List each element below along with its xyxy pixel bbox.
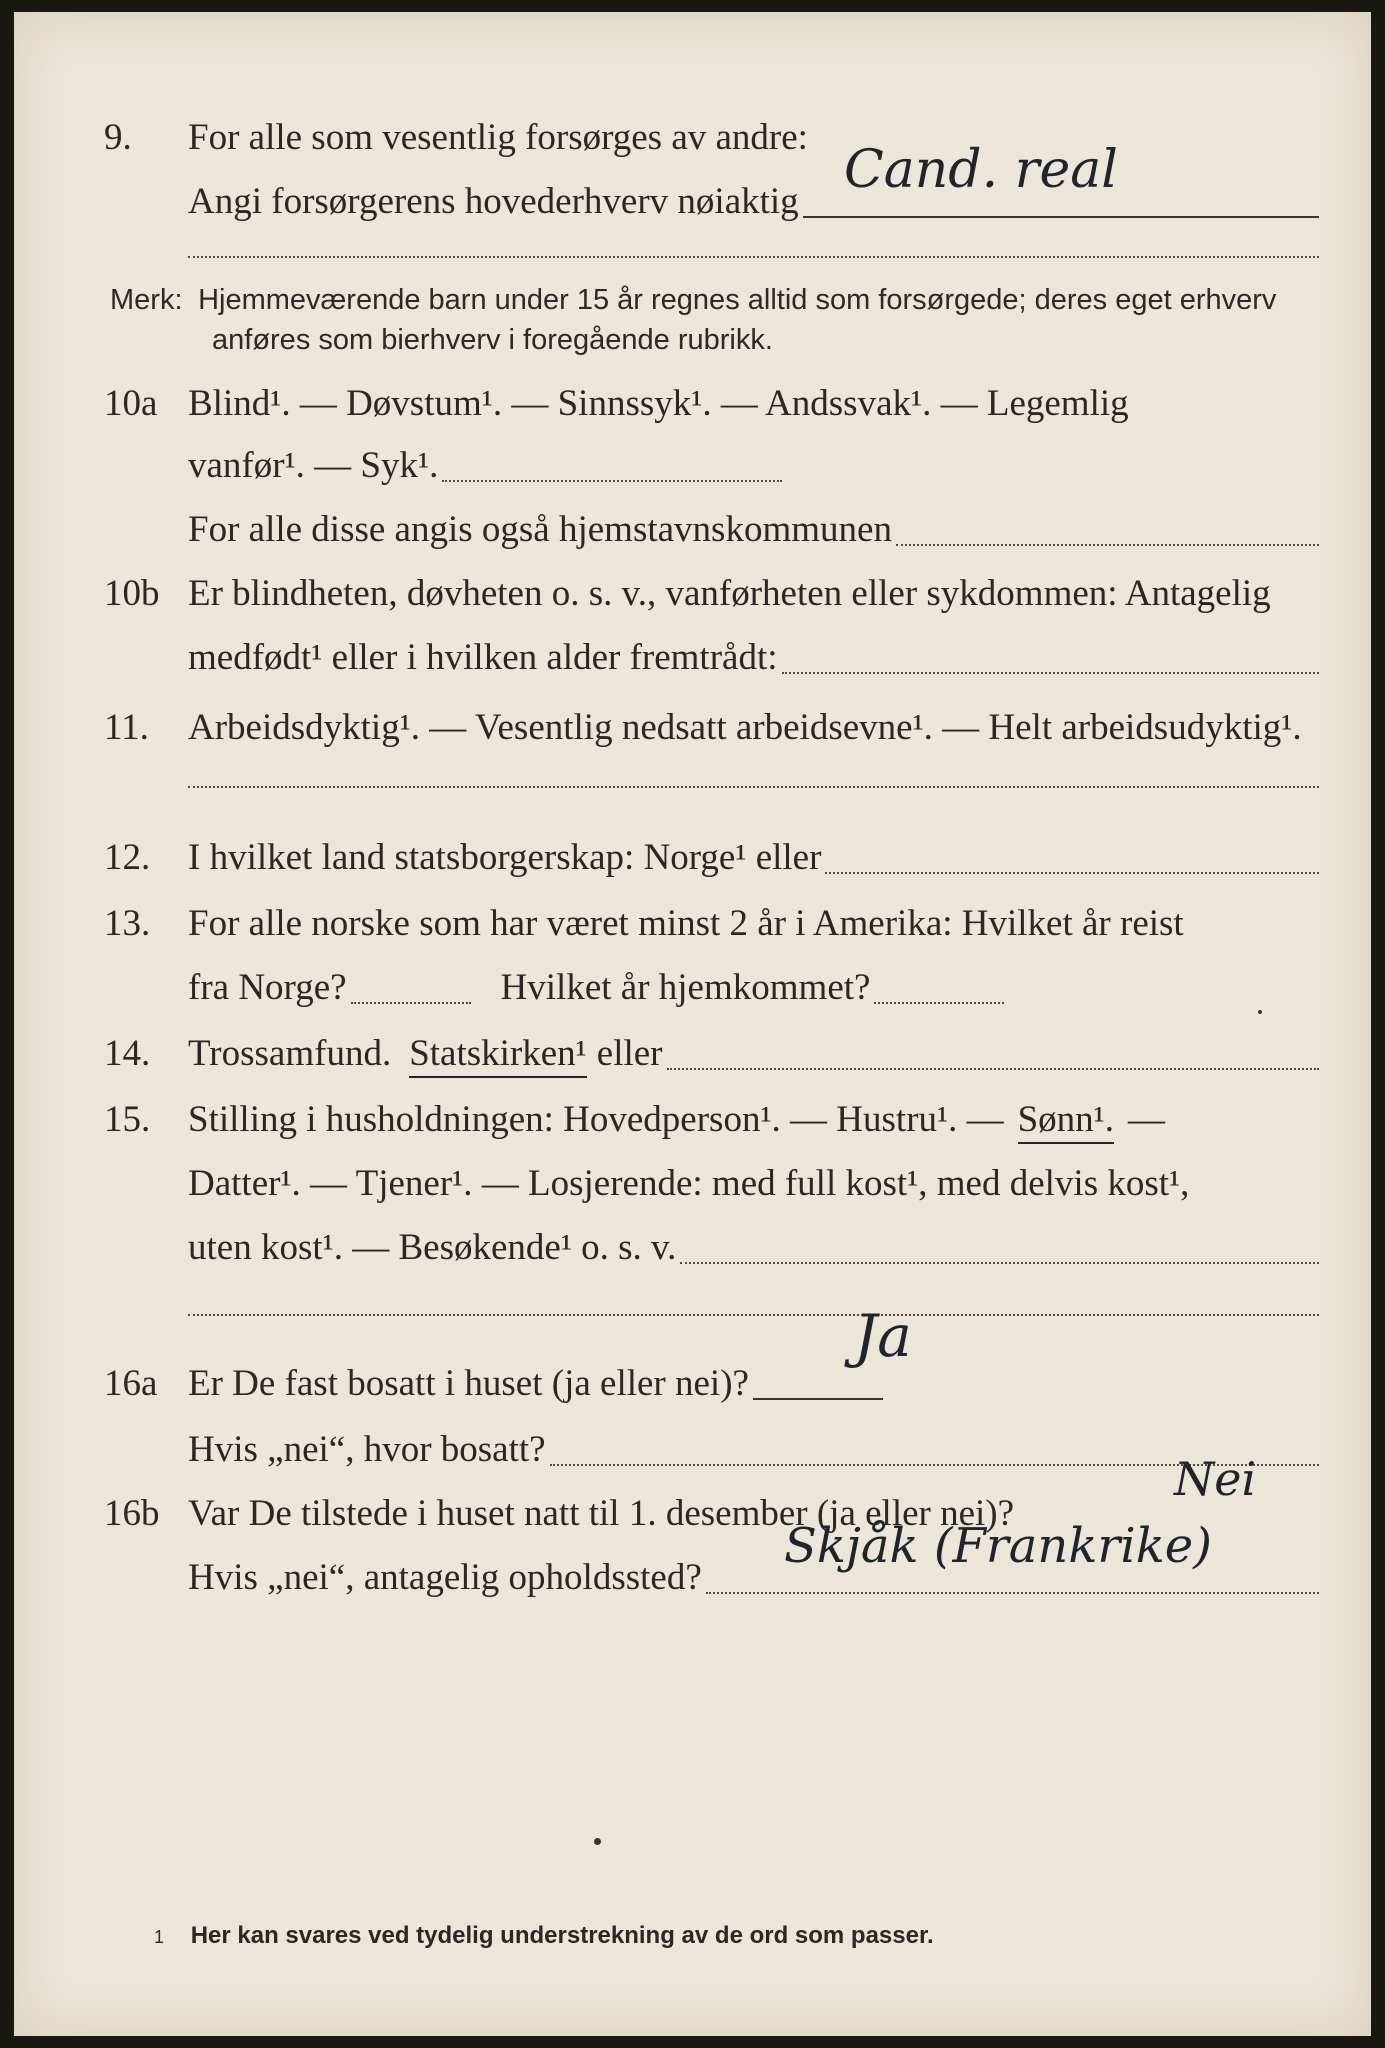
q10b-answer-line	[782, 670, 1319, 674]
q11-line-1: Arbeidsdyktig¹. — Vesentlig nedsatt arbeidsevne¹. — Helt arbeidsudyktig¹.	[188, 707, 1302, 748]
q12-line-1: I hvilket land statsborgerskap: Norge¹ eller	[188, 837, 822, 878]
q13-line-1: For alle norske som har været minst 2 år i Amerika: Hvilket år reist	[188, 903, 1184, 944]
q9-line-1: For alle som vesentlig forsørges av andre:	[188, 117, 808, 158]
footnote-mark: 1	[154, 1927, 165, 1947]
ink-dot	[594, 1838, 601, 1845]
merk-line-2: anføres som bierhverv i foregående rubrikk.	[212, 324, 773, 356]
q15-number: 15.	[104, 1099, 151, 1140]
ink-speck	[1258, 1010, 1262, 1014]
q10b-number: 10b	[104, 573, 160, 614]
q13-row-1	[14, 894, 1371, 954]
q14-number: 14.	[104, 1033, 151, 1074]
q13-reist-line	[351, 1000, 471, 1004]
q9-handwritten-answer: Cand. real	[844, 140, 1118, 200]
q15-extra-rule	[188, 1314, 1319, 1316]
merk-label: Merk:	[110, 284, 183, 316]
q13-hjemkommet-line	[874, 1000, 1004, 1004]
q14-row-1	[14, 1024, 1371, 1084]
q10a-row-3	[14, 500, 1371, 560]
merk-line-1: Hjemmeværende barn under 15 år regnes alltid som forsørgede; deres eget erhverv	[198, 284, 1277, 316]
q9-number: 9.	[104, 117, 132, 158]
q16b-number: 16b	[104, 1493, 160, 1534]
q10a-line-2: vanfør¹. — Syk¹.	[188, 445, 439, 486]
q10b-row-2	[14, 628, 1371, 688]
q10b-line-1: Er blindheten, døvheten o. s. v., vanførheten eller sykdommen: Antagelig	[188, 573, 1271, 614]
q14-line-1c: eller	[596, 1033, 663, 1074]
footnote-text: Her kan svares ved tydelig understrekning av de ord som passer.	[190, 1922, 934, 1949]
q11-number: 11.	[104, 707, 149, 748]
q16b-handwritten-answer-1: Nei	[1174, 1452, 1257, 1506]
q13-line-2b: Hvilket år hjemkommet?	[500, 967, 871, 1008]
q15-answer-line	[680, 1260, 1319, 1264]
q14-line-1a: Trossamfund.	[188, 1033, 392, 1074]
q16b-line-1: Var De tilstede i huset natt til 1. desember (ja eller nei)?	[188, 1493, 1015, 1534]
q16a-number: 16a	[104, 1363, 158, 1404]
q16a-answer-line	[753, 1396, 883, 1400]
q11-row-1	[14, 698, 1371, 758]
merk-note	[110, 280, 1331, 320]
q14-answer-line	[667, 1066, 1319, 1070]
q14-statskirken-underlined: Statskirken¹	[409, 1032, 587, 1078]
q10a-kommune-line	[896, 542, 1319, 546]
q15-line-1a: Stilling i husholdningen: Hovedperson¹. — Hustru¹. —	[188, 1099, 1004, 1140]
q10b-line-2: medfødt¹ eller i hvilken alder fremtrådt:	[188, 637, 778, 678]
q12-row-1	[14, 828, 1371, 888]
q10a-line-3: For alle disse angis også hjemstavnskommunen	[188, 509, 892, 550]
q10a-row-2	[14, 436, 1371, 496]
q10a-number: 10a	[104, 383, 158, 424]
q15-line-3: uten kost¹. — Besøkende¹ o. s. v.	[188, 1227, 677, 1268]
q9-line-2: Angi forsørgerens hovederhverv nøiaktig	[188, 181, 799, 222]
footnote	[154, 1922, 934, 1950]
q9-answer-line	[803, 214, 1319, 218]
q16a-handwritten-answer: Ja	[854, 1302, 912, 1370]
q9-extra-rule	[188, 256, 1319, 258]
q15-row-2	[14, 1154, 1371, 1214]
q16a-row-2	[14, 1420, 1371, 1480]
census-form-page	[14, 12, 1371, 2036]
q16b-handwritten-answer-2: Skjåk (Frankrike)	[784, 1518, 1212, 1574]
q9-row-1	[14, 108, 1371, 168]
q16b-opholdssted-line	[706, 1590, 1319, 1594]
q15-row-1	[14, 1090, 1371, 1150]
q11-answer-rule	[188, 786, 1319, 788]
q16b-line-2: Hvis „nei“, antagelig opholdssted?	[188, 1557, 702, 1598]
q16a-line-1: Er De fast bosatt i huset (ja eller nei)?	[188, 1363, 749, 1404]
q13-row-2	[14, 958, 1371, 1018]
q15-line-1c: —	[1128, 1099, 1166, 1140]
q10b-row-1	[14, 564, 1371, 624]
q16a-row-1	[14, 1354, 1371, 1414]
q10a-line-1: Blind¹. — Døvstum¹. — Sinnssyk¹. — Andssvak¹. — Legemlig	[188, 383, 1129, 424]
q15-line-2: Datter¹. — Tjener¹. — Losjerende: med full kost¹, med delvis kost¹,	[188, 1163, 1190, 1204]
q12-answer-line	[825, 870, 1319, 874]
q16a-line-2: Hvis „nei“, hvor bosatt?	[188, 1429, 546, 1470]
q10a-syk-line	[442, 478, 782, 482]
q13-line-2a: fra Norge?	[188, 967, 347, 1008]
q9-row-2	[14, 172, 1371, 232]
q15-row-3	[14, 1218, 1371, 1278]
q15-sonn-underlined: Sønn¹.	[1018, 1098, 1114, 1144]
q10a-row-1	[14, 374, 1371, 434]
q12-number: 12.	[104, 837, 151, 878]
q13-number: 13.	[104, 903, 151, 944]
